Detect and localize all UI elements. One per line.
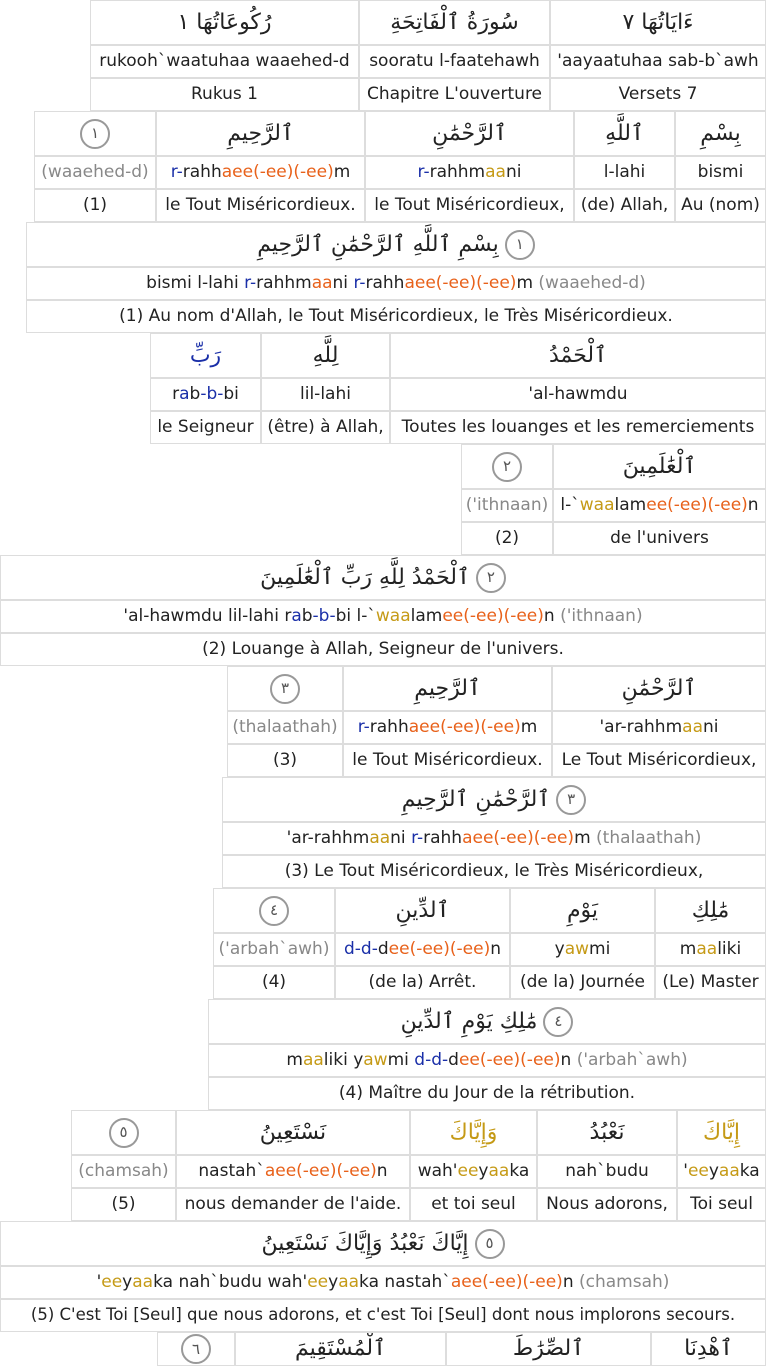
number-fr: (3)	[227, 744, 343, 777]
verse-full-fr: (3) Le Tout Miséricordieux, le Très Miséricordieux,	[222, 855, 766, 888]
word-fr: nous demander de l'aide.	[176, 1188, 410, 1221]
word-ar: نَعْبُدُ	[537, 1110, 677, 1155]
number-translit: ('arbah`awh)	[213, 933, 335, 966]
word-ar: مَٰلِكِ	[655, 888, 766, 933]
number-translit: (chamsah)	[71, 1155, 176, 1188]
verse-number-cell	[213, 888, 335, 933]
word-ar: ٱلرَّحِيمِ	[343, 666, 552, 711]
verse-number-cell	[71, 1110, 176, 1155]
word-fr: (être) à Allah,	[261, 411, 390, 444]
verse-number-cell	[34, 111, 156, 156]
word-ar: ٱللَّهِ	[574, 111, 675, 156]
verse-number-icon: ٥	[475, 1229, 505, 1259]
header-ayat-fr: Versets 7	[550, 78, 766, 111]
word-fr: le Tout Miséricordieux,	[365, 189, 574, 222]
verse-number-icon: ٢	[492, 452, 522, 482]
word-fr: le Seigneur	[150, 411, 261, 444]
verse-number-cell	[157, 1332, 235, 1366]
word-fr: (de la) Journée	[510, 966, 655, 999]
header-surah-tr: sooratu l-faatehawh	[359, 45, 550, 78]
verse-full-translit: 'al-hawmdu lil-lahi rab-b-bi l-`waalamee(-ee)(-ee)n ('ithnaan)	[0, 600, 766, 633]
word-fr: de l'univers	[553, 522, 766, 555]
word-ar: إِيَّاكَ	[677, 1110, 766, 1155]
word-fr: Toi seul	[677, 1188, 766, 1221]
word-ar: ٱلرَّحِيمِ	[156, 111, 365, 156]
word-ar: يَوْمِ	[510, 888, 655, 933]
word-translit: 'eeyaaka	[677, 1155, 766, 1188]
verse-full-ar-row	[208, 999, 766, 1044]
number-fr: (2)	[461, 522, 553, 555]
verse-full-ar: بِسْمِ ٱللَّهِ ٱلرَّحْمَٰنِ ٱلرَّحِيمِ	[257, 231, 499, 257]
verse-number-cell	[461, 444, 553, 489]
word-ar: ٱلْعَٰلَمِينَ	[553, 444, 766, 489]
verse-full-translit: 'eeyaaka nah`budu wah'eeyaaka nastah`aee(-ee)(-ee)n (chamsah)	[0, 1266, 766, 1299]
word-ar: وَإِيَّاكَ	[410, 1110, 537, 1155]
verse-number-icon: ١	[80, 119, 110, 149]
word-translit: lil-lahi	[261, 378, 390, 411]
verse-full-fr: (4) Maître du Jour de la rétribution.	[208, 1077, 766, 1110]
verse-number-icon: ٣	[556, 785, 586, 815]
verse-number-icon: ٣	[270, 674, 300, 704]
verse-number-icon: ٦	[181, 1334, 211, 1364]
word-fr: (Le) Master	[655, 966, 766, 999]
number-fr: (4)	[213, 966, 335, 999]
number-translit: (thalaathah)	[227, 711, 343, 744]
header-surah-fr: Chapitre L'ouverture	[359, 78, 550, 111]
word-ar: لِلَّهِ	[261, 333, 390, 378]
word-translit: 'ar-rahhmaani	[552, 711, 766, 744]
word-ar: بِسْمِ	[675, 111, 766, 156]
header-rukus-ar: رُكُوعَاتُهَا ١	[90, 0, 359, 45]
verse-full-fr: (2) Louange à Allah, Seigneur de l'univers.	[0, 633, 766, 666]
verse-full-ar-row	[222, 777, 766, 822]
word-translit: l-`waalamee(-ee)(-ee)n	[553, 489, 766, 522]
verse-number-icon: ٢	[476, 563, 506, 593]
word-fr: (de la) Arrêt.	[335, 966, 510, 999]
header-ayat-ar: ءَايَاتُهَا ٧	[550, 0, 766, 45]
verse-full-ar: إِيَّاكَ نَعْبُدُ وَإِيَّاكَ نَسْتَعِينُ	[261, 1230, 469, 1256]
word-fr: Au (nom)	[675, 189, 766, 222]
word-ar: رَبِّ	[150, 333, 261, 378]
verse-full-ar: ٱلرَّحْمَٰنِ ٱلرَّحِيمِ	[401, 786, 551, 812]
verse-number-icon: ١	[505, 230, 535, 260]
word-translit: nastah`aee(-ee)(-ee)n	[176, 1155, 410, 1188]
word-translit: d-d-dee(-ee)(-ee)n	[335, 933, 510, 966]
word-translit: r-rahhaee(-ee)(-ee)m	[343, 711, 552, 744]
word-translit: rab-b-bi	[150, 378, 261, 411]
word-ar: ٱلْمُسْتَقِيمَ	[235, 1332, 446, 1366]
verse-full-ar-row	[26, 222, 766, 267]
word-translit: yawmi	[510, 933, 655, 966]
verse-full-ar: ٱلْحَمْدُ لِلَّهِ رَبِّ ٱلْعَٰلَمِينَ	[260, 564, 470, 590]
number-translit: (waaehed-d)	[34, 156, 156, 189]
word-fr: le Tout Miséricordieux.	[156, 189, 365, 222]
verse-number-icon: ٤	[543, 1007, 573, 1037]
word-ar: ٱلرَّحْمَٰنِ	[552, 666, 766, 711]
verse-full-fr: (5) C'est Toi [Seul] que nous adorons, et c'est Toi [Seul] dont nous implorons secours.	[0, 1299, 766, 1332]
word-fr: Toutes les louanges et les remerciements	[390, 411, 766, 444]
word-ar: ٱهْدِنَا	[651, 1332, 766, 1366]
verse-number-icon: ٥	[109, 1118, 139, 1148]
word-fr: le Tout Miséricordieux.	[343, 744, 552, 777]
verse-number-cell	[227, 666, 343, 711]
header-rukus-fr: Rukus 1	[90, 78, 359, 111]
verse-full-ar-row	[0, 555, 766, 600]
word-translit: 'al-hawmdu	[390, 378, 766, 411]
verse-number-icon: ٤	[259, 896, 289, 926]
word-translit: maaliki	[655, 933, 766, 966]
word-ar: ٱلرَّحْمَٰنِ	[365, 111, 574, 156]
word-ar: ٱلدِّينِ	[335, 888, 510, 933]
word-ar: ٱلصِّرَٰطَ	[446, 1332, 651, 1366]
number-fr: (5)	[71, 1188, 176, 1221]
word-translit: r-rahhmaani	[365, 156, 574, 189]
word-translit: bismi	[675, 156, 766, 189]
verse-full-translit: bismi l-lahi r-rahhmaani r-rahhaee(-ee)(-ee)m (waaehed-d)	[26, 267, 766, 300]
verse-full-ar: مَٰلِكِ يَوْمِ ٱلدِّينِ	[400, 1008, 538, 1034]
word-ar: نَسْتَعِينُ	[176, 1110, 410, 1155]
verse-full-translit: maaliki yawmi d-d-dee(-ee)(-ee)n ('arbah`awh)	[208, 1044, 766, 1077]
word-translit: r-rahhaee(-ee)(-ee)m	[156, 156, 365, 189]
verse-full-translit: 'ar-rahhmaani r-rahhaee(-ee)(-ee)m (thalaathah)	[222, 822, 766, 855]
number-fr: (1)	[34, 189, 156, 222]
word-translit: wah'eeyaaka	[410, 1155, 537, 1188]
word-ar: ٱلْحَمْدُ	[390, 333, 766, 378]
header-surah-ar: سُورَةُ ٱلْفَاتِحَةِ	[359, 0, 550, 45]
word-translit: nah`budu	[537, 1155, 677, 1188]
header-rukus-tr: rukooh`waatuhaa waaehed-d	[90, 45, 359, 78]
word-fr: Nous adorons,	[537, 1188, 677, 1221]
word-fr: et toi seul	[410, 1188, 537, 1221]
verse-full-fr: (1) Au nom d'Allah, le Tout Miséricordieux, le Très Miséricordieux.	[26, 300, 766, 333]
header-ayat-tr: 'aayaatuhaa sab-b`awh	[550, 45, 766, 78]
verse-full-ar-row	[0, 1221, 766, 1266]
word-fr: Le Tout Miséricordieux,	[552, 744, 766, 777]
word-fr: (de) Allah,	[574, 189, 675, 222]
number-translit: ('ithnaan)	[461, 489, 553, 522]
word-translit: l-lahi	[574, 156, 675, 189]
